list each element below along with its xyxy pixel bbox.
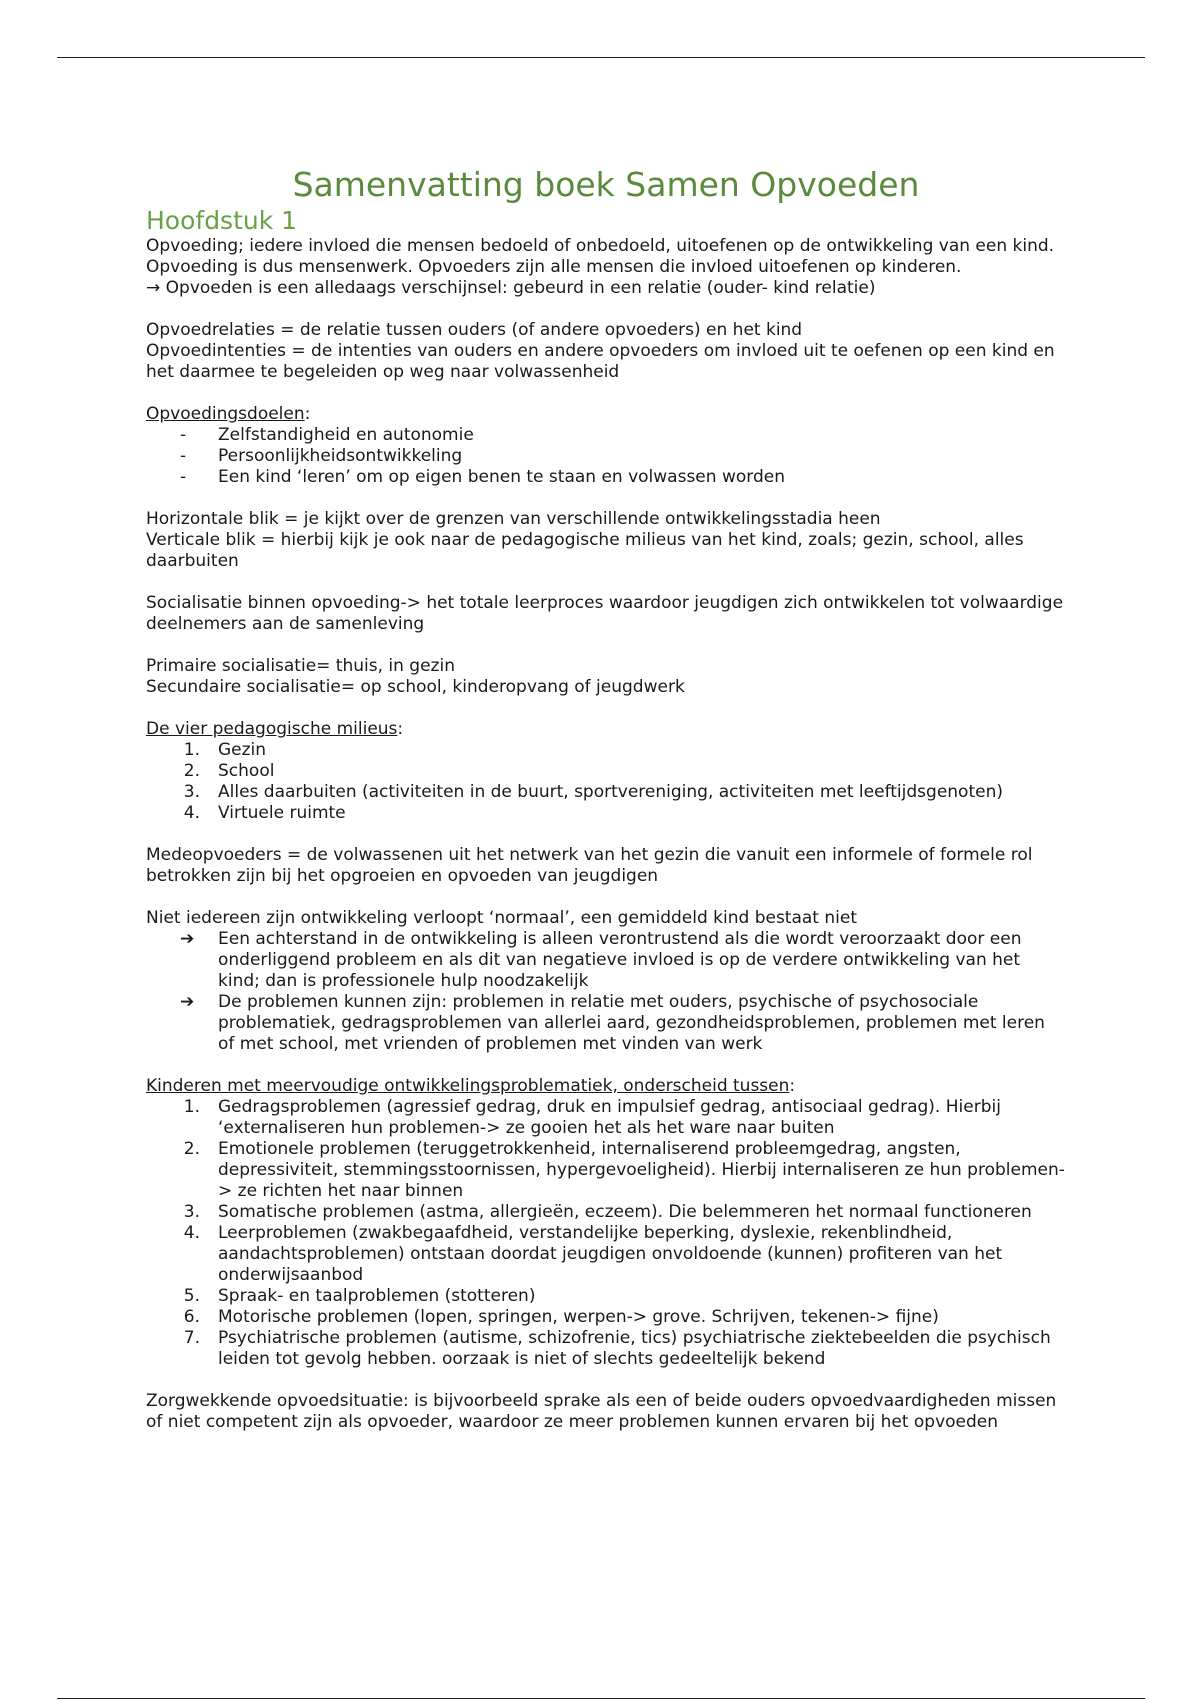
bullet-marker: - xyxy=(180,425,187,445)
arrow-bullet-icon: ➔ xyxy=(180,929,195,949)
paragraph-opvoedintenties: Opvoedintenties = de intenties van ouders en andere opvoeders om invloed uit te oefenen op een kind en het daarmee te begeleiden op weg naar volwassenheid xyxy=(146,341,1055,382)
paragraph-socialisatie: Socialisatie binnen opvoeding-> het totale leerproces waardoor jeugdigen zich ontwikkelen tot volwaardige deelnemers aan de samenleving xyxy=(146,593,1064,634)
list-number: 3. xyxy=(183,782,200,802)
heading-colon: : xyxy=(397,719,404,739)
chapter-heading: Hoofdstuk 1 xyxy=(146,206,298,235)
list-item xyxy=(146,1328,1066,1370)
list-item-text: Psychiatrische problemen (autisme, schizofrenie, tics) psychiatrische ziektebeelden die psychisch leiden tot gevolg hebben. oorzaak is niet of slechts gedeeltelijk bekend xyxy=(218,1328,1051,1369)
list-item-text: Gezin xyxy=(218,740,267,760)
list-item-text: Virtuele ruimte xyxy=(218,803,346,823)
list-item xyxy=(146,1223,1066,1286)
list-number: 4. xyxy=(183,803,200,823)
list-item-text: Gedragsproblemen (agressief gedrag, druk en impulsief gedrag, antisociaal gedrag). Hierbij ‘externaliseren hun problemen-> ze gooien het als het ware naar buiten xyxy=(218,1097,1001,1138)
arrow-bullet-icon: ➔ xyxy=(180,992,195,1012)
list-number: 7. xyxy=(183,1328,200,1348)
list-item-text: Emotionele problemen (teruggetrokkenheid, internaliserend probleemgedrag, angsten, depressiviteit, stemmingsstoornissen, hypergevoeligheid). Hierbij internaliseren ze hun problemen-> ze richten het naar binnen xyxy=(218,1139,1065,1201)
paragraph-horizontale-blik: Horizontale blik = je kijkt over de grenzen van verschillende ontwikkelingsstadia heen xyxy=(146,509,881,529)
list-item xyxy=(146,992,1066,1055)
list-item xyxy=(146,929,1066,992)
list-meervoudig xyxy=(146,1097,1066,1370)
paragraph-verticale-blik: Verticale blik = hierbij kijk je ook naar de pedagogische milieus van het kind, zoals; gezin, school, alles daarbuiten xyxy=(146,530,1024,571)
list-milieus xyxy=(146,740,1066,824)
list-item-text: Spraak- en taalproblemen (stotteren) xyxy=(218,1286,536,1306)
heading-colon: : xyxy=(304,404,311,424)
list-item-text: Zelfstandigheid en autonomie xyxy=(218,425,474,445)
list-number: 2. xyxy=(183,1139,200,1159)
list-item-text: De problemen kunnen zijn: problemen in relatie met ouders, psychische of psychosociale problematiek, gedragsproblemen van allerlei aard, gezondheidsproblemen, problemen met leren of met school, met vrienden of problemen met vinden van werk xyxy=(218,992,1045,1054)
list-item xyxy=(146,425,1066,446)
list-item xyxy=(146,1286,1066,1307)
page-title: Samenvatting boek Samen Opvoeden xyxy=(292,165,920,204)
list-number: 1. xyxy=(183,740,200,760)
list-item-text: Een kind ‘leren’ om op eigen benen te staan en volwassen worden xyxy=(218,467,785,487)
list-number: 4. xyxy=(183,1223,200,1243)
list-item xyxy=(146,446,1066,467)
list-item-text: School xyxy=(218,761,275,781)
list-ontwikkeling xyxy=(146,929,1066,1055)
list-number: 2. xyxy=(183,761,200,781)
paragraph-secundaire-socialisatie: Secundaire socialisatie= op school, kinderopvang of jeugdwerk xyxy=(146,677,685,697)
paragraph-opvoeding: Opvoeding; iedere invloed die mensen bedoeld of onbedoeld, uitoefenen op de ontwikkeling van een kind. Opvoeding is dus mensenwerk. Opvoeders zijn alle mensen die invloed uitoefenen op kinderen. xyxy=(146,236,1055,277)
list-number: 5. xyxy=(183,1286,200,1306)
paragraph-primaire-socialisatie: Primaire socialisatie= thuis, in gezin xyxy=(146,656,455,676)
document-body xyxy=(146,164,1066,1433)
heading-colon: : xyxy=(789,1076,796,1096)
paragraph-medeopvoeders: Medeopvoeders = de volwassenen uit het netwerk van het gezin die vanuit een informele of formele rol betrokken zijn bij het opgroeien en opvoeden van jeugdigen xyxy=(146,845,1033,886)
list-number: 1. xyxy=(183,1097,200,1117)
list-item xyxy=(146,1139,1066,1202)
bullet-marker: - xyxy=(180,446,187,466)
list-item xyxy=(146,782,1066,803)
paragraph-niet-normaal: Niet iedereen zijn ontwikkeling verloopt ‘normaal’, een gemiddeld kind bestaat niet xyxy=(146,908,858,928)
list-item-text: Alles daarbuiten (activiteiten in de buurt, sportvereniging, activiteiten met leeftijdsgenoten) xyxy=(218,782,1003,802)
list-item-text: Een achterstand in de ontwikkeling is alleen verontrustend als die wordt veroorzaakt door een onderliggend probleem en als dit van negatieve invloed is op de verdere ontwikkeling van het kind; dan is professionele hulp noodzakelijk xyxy=(218,929,1022,991)
section-heading-opvoedingsdoelen xyxy=(146,404,1066,425)
top-rule xyxy=(57,57,1145,58)
list-item-text: Motorische problemen (lopen, springen, werpen-> grove. Schrijven, tekenen-> fijne) xyxy=(218,1307,939,1327)
list-item xyxy=(146,803,1066,824)
list-item-text: Leerproblemen (zwakbegaafdheid, verstandelijke beperking, dyslexie, rekenblindheid, aandachtsproblemen) ontstaan doordat jeugdigen onvoldoende (kunnen) profiteren van het onderwijsaanbod xyxy=(218,1223,1003,1285)
list-item xyxy=(146,1202,1066,1223)
list-item xyxy=(146,467,1066,488)
bullet-marker: - xyxy=(180,467,187,487)
paragraph-zorgwekkend: Zorgwekkende opvoedsituatie: is bijvoorbeeld sprake als een of beide ouders opvoedvaardigheden missen of niet competent zijn als opvoeder, waardoor ze meer problemen kunnen ervaren bij het opvoeden xyxy=(146,1391,1057,1432)
heading-text: Kinderen met meervoudige ontwikkelingsproblematiek, onderscheid tussen xyxy=(146,1076,790,1096)
list-item-text: Persoonlijkheidsontwikkeling xyxy=(218,446,463,466)
list-item xyxy=(146,1097,1066,1139)
paragraph-alledaags: → Opvoeden is een alledaags verschijnsel: gebeurd in een relatie (ouder- kind relatie) xyxy=(146,278,876,298)
section-heading-meervoudig xyxy=(146,1076,1066,1097)
list-number: 6. xyxy=(183,1307,200,1327)
list-number: 3. xyxy=(183,1202,200,1222)
list-item xyxy=(146,740,1066,761)
list-item xyxy=(146,761,1066,782)
section-heading-milieus xyxy=(146,719,1066,740)
paragraph-opvoedrelaties: Opvoedrelaties = de relatie tussen ouders (of andere opvoeders) en het kind xyxy=(146,320,803,340)
heading-text: De vier pedagogische milieus xyxy=(146,719,398,739)
bottom-rule xyxy=(57,1698,1145,1699)
list-opvoedingsdoelen xyxy=(146,425,1066,488)
list-item xyxy=(146,1307,1066,1328)
list-item-text: Somatische problemen (astma, allergieën, eczeem). Die belemmeren het normaal functioneren xyxy=(218,1202,1032,1222)
heading-text: Opvoedingsdoelen xyxy=(146,404,305,424)
